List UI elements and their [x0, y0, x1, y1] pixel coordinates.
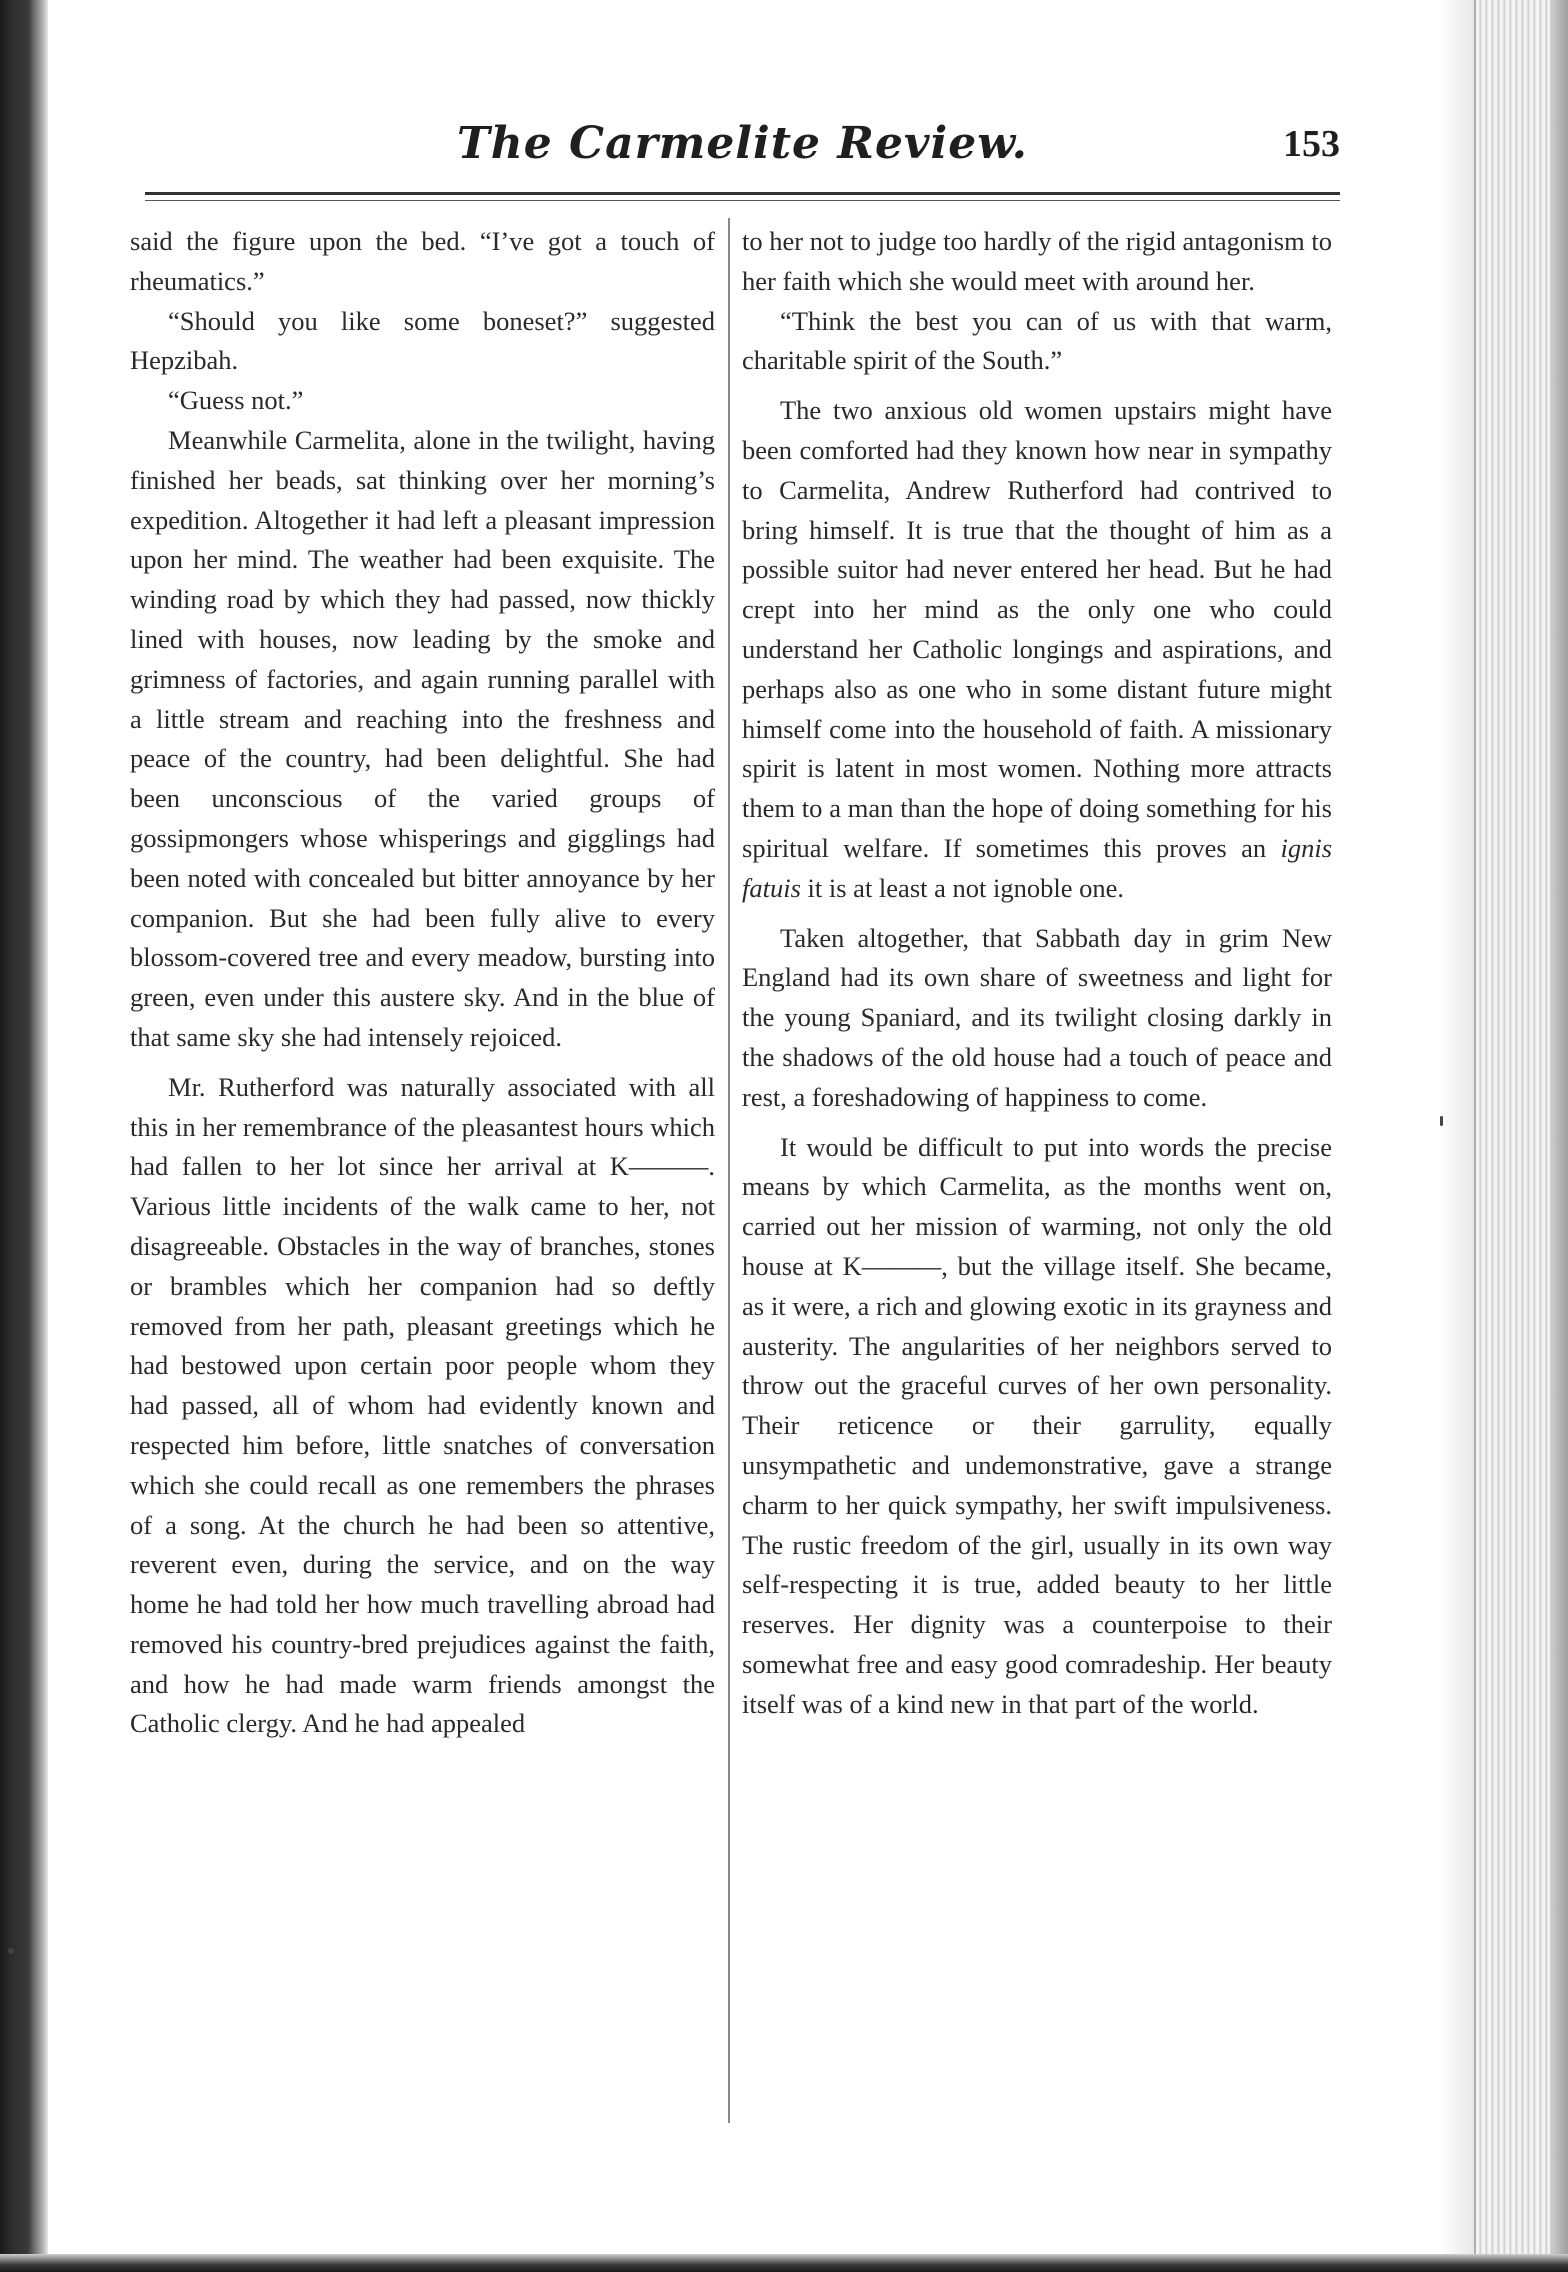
paragraph: Meanwhile Carmelita, alone in the twilight, having finished her beads, sat thinking over her morning’s expedition. Altogether it had left a pleasant impression upon her mind. The weather had been exquisite. The winding road by which they had passed, now thickly lined with houses, now leading by the smoke and grimness of factories, and again running parallel with a little stream and reaching into the freshness and peace of the country, had been delightful. She had been unconscious of the varied groups of gossipmongers whose whisperings and gigglings had been noted with concealed but bitter annoyance by her companion. But she had been fully alive to every blossom-covered tree and every meadow, bursting into green, even under this austere sky. And in the blue of that same sky she had intensely rejoiced. — [130, 424, 715, 1052]
paragraph: Taken altogether, that Sabbath day in grim New England had its own share of sweetness and light for the young Spaniard, and its twilight closing darkly in the shadows of the old house had a touch of peace and rest, a foreshadowing of happiness to come. — [742, 922, 1332, 1112]
scan-speck — [8, 1948, 14, 1954]
header-rule — [145, 192, 1340, 201]
paragraph: “Think the best you can of us with that warm, charitable spirit of the South.” — [742, 305, 1332, 376]
paragraph: said the figure upon the bed. “I’ve got a touch of rheumatics.” — [130, 226, 715, 296]
scan-left-border — [0, 0, 48, 2272]
paragraph: “Guess not.” — [168, 385, 304, 416]
paragraph: to her not to judge too hardly of the rigid antagonism to her faith which she would meet with around her. — [742, 226, 1332, 296]
paragraph — [742, 391, 1332, 908]
paragraph-text: it is at least a not ignoble one. — [807, 872, 1124, 903]
column-divider — [728, 218, 730, 2123]
book-page-edges — [1474, 0, 1568, 2272]
page-header — [145, 118, 1340, 188]
paragraph-text: The two anxious old women upstairs might have been comforted had they known how near in sympathy to Carmelita, Andrew Rutherford had contrived to bring himself. It is true that the thought of him as a possible suitor had never entered her head. But he had crept into her mind as the only one who could understand her Catholic longings and aspirations, and perhaps also as one who in some distant future might himself come into the household of faith. A missionary spirit is latent in most women. Nothing more attracts them to a man than the hope of doing something for his spiritual welfare. If sometimes this proves an — [742, 395, 1332, 863]
scan-speck — [1440, 1116, 1443, 1126]
paragraph: “Should you like some boneset?” suggested Hepzibah. — [130, 305, 715, 376]
italic-phrase: ignis fatuis — [742, 832, 1333, 903]
right-column — [742, 222, 1332, 1724]
scan-bottom-border — [0, 2254, 1568, 2272]
page-shadow — [1440, 0, 1476, 2272]
page-number: 153 — [1283, 123, 1340, 165]
paragraph: It would be difficult to put into words the precise means by which Carmelita, as the months went on, carried out her mission of warming, not only the old house at K———, but the village itself. She became, as it were, a rich and glowing exotic in its grayness and austerity. The angularities of her neighbors served to throw out the graceful curves of her own personality. Their reticence or their garrulity, equally unsympathetic and undemonstrative, gave a strange charm to her quick sympathy, her swift impulsiveness. The rustic freedom of the girl, usually in its own way self-respecting it is true, added beauty to her little reserves. Her dignity was a counterpoise to their somewhat free and easy good comradeship. Her beauty itself was of a kind new in that part of the world. — [742, 1131, 1332, 1719]
paragraph: Mr. Rutherford was naturally associated with all this in her remembrance of the pleasantest hours which had fallen to her lot since her arrival at K———. Various little incidents of the walk came to her, not disagreeable. Obstacles in the way of branches, stones or brambles which her companion had so deftly removed from her path, pleasant greetings which he had bestowed upon certain poor people whom they had passed, all of whom had evidently known and respected him before, little snatches of conversation which she could recall as one remembers the phrases of a song. At the church he had been so attentive, reverent even, during the service, and on the way home he had told her how much travelling abroad had removed his country-bred prejudices against the faith, and how he had made warm friends amongst the Catholic clergy. And he had appealed — [130, 1071, 715, 1739]
running-title: The Carmelite Review. — [457, 118, 1028, 169]
left-column — [130, 222, 715, 1744]
